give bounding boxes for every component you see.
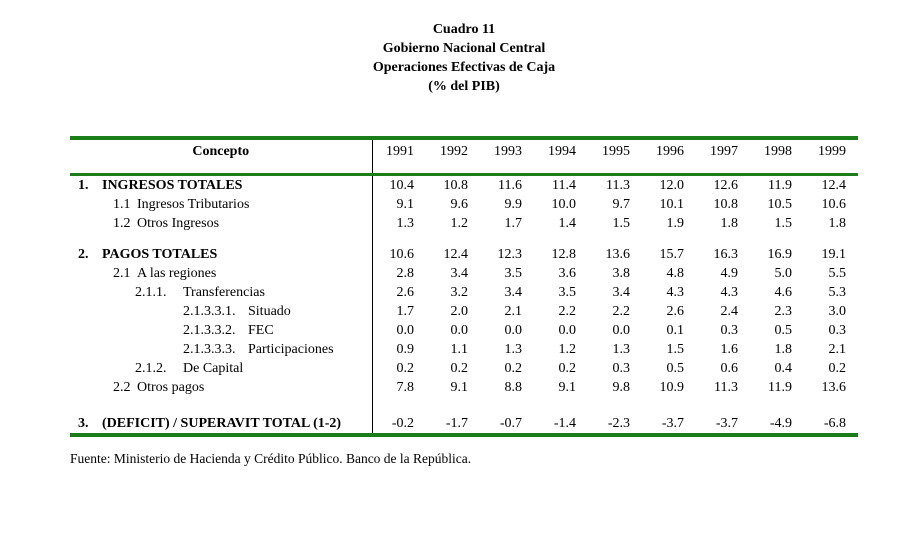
concept-cell — [70, 264, 372, 283]
value-cell: 12.4 — [443, 246, 468, 262]
value-cell: -3.7 — [715, 415, 738, 431]
row-number: 2. — [78, 246, 89, 262]
value-cell: 1.8 — [720, 215, 738, 231]
row-label: Ingresos Tributarios — [137, 196, 250, 212]
value-cell: 1.8 — [828, 215, 846, 231]
value-cell: 0.2 — [450, 360, 468, 376]
year-header-cell: 1999 — [804, 138, 858, 174]
value-cell: 0.1 — [666, 322, 684, 338]
value-cell: 19.1 — [821, 246, 846, 262]
value-cell: 0.2 — [372, 359, 426, 378]
spacer-cell — [372, 397, 426, 414]
value-cell: 1.7 — [504, 215, 522, 231]
value-cell: 0.9 — [372, 340, 426, 359]
value-cell: 13.6 — [821, 379, 846, 395]
value-cell: 2.4 — [720, 303, 738, 319]
spacer-cell — [588, 233, 642, 245]
row-number: 2.1.3.3.2. — [183, 322, 236, 338]
year-header-cell: 1998 — [750, 138, 804, 174]
year-header-cell: 1996 — [642, 138, 696, 174]
value-cell: 8.8 — [504, 379, 522, 395]
value-cell: 0.6 — [720, 360, 738, 376]
value-cell: 4.6 — [774, 284, 792, 300]
value-cell: 1.2 — [450, 215, 468, 231]
row-number: 2.1.3.3.1. — [183, 303, 236, 319]
value-cell: 1.2 — [558, 341, 576, 357]
table-row — [70, 214, 858, 233]
row-label: A las regiones — [137, 265, 217, 281]
row-number: 1.2 — [113, 215, 131, 231]
row-label: FEC — [248, 322, 274, 338]
value-cell: 2.8 — [372, 264, 426, 283]
spacer-cell — [750, 233, 804, 245]
spacer-cell — [534, 397, 588, 414]
value-cell: 3.4 — [612, 284, 630, 300]
value-cell: 1.5 — [774, 215, 792, 231]
row-label: INGRESOS TOTALES — [102, 177, 243, 193]
header-row — [70, 138, 858, 174]
value-cell: 1.3 — [372, 214, 426, 233]
value-cell: 0.5 — [774, 322, 792, 338]
value-cell: 10.6 — [372, 245, 426, 264]
value-cell: 16.9 — [767, 246, 792, 262]
value-cell: 5.5 — [828, 265, 846, 281]
value-cell: 9.9 — [504, 196, 522, 212]
row-number: 2.2 — [113, 379, 131, 395]
table-row — [70, 359, 858, 378]
value-cell: 10.1 — [659, 196, 684, 212]
year-header-cell: 1993 — [480, 138, 534, 174]
year-header-cell: 1994 — [534, 138, 588, 174]
value-cell: 3.6 — [558, 265, 576, 281]
value-cell: -1.7 — [445, 415, 468, 431]
spacer-cell — [588, 397, 642, 414]
value-cell: 2.6 — [372, 283, 426, 302]
value-cell: 10.0 — [551, 196, 576, 212]
year-header-cell: 1992 — [426, 138, 480, 174]
value-cell: 11.3 — [714, 379, 738, 395]
value-cell: 1.9 — [666, 215, 684, 231]
value-cell: 0.2 — [504, 360, 522, 376]
value-cell: 10.6 — [821, 196, 846, 212]
row-label: Participaciones — [248, 341, 334, 357]
value-cell: 9.1 — [372, 195, 426, 214]
row-label: (DEFICIT) / SUPERAVIT TOTAL (1-2) — [102, 415, 342, 431]
value-cell: 2.3 — [774, 303, 792, 319]
value-cell: 10.5 — [767, 196, 792, 212]
value-cell: 5.0 — [774, 265, 792, 281]
value-cell: 0.0 — [558, 322, 576, 338]
value-cell: -0.2 — [372, 414, 426, 435]
value-cell: 1.4 — [558, 215, 576, 231]
value-cell: 2.6 — [666, 303, 684, 319]
row-number: 2.1 — [113, 265, 131, 281]
concept-cell — [70, 195, 372, 214]
value-cell: 0.0 — [450, 322, 468, 338]
value-cell: 4.3 — [720, 284, 738, 300]
spacer-cell — [696, 233, 750, 245]
title-operations: Operaciones Efectivas de Caja — [372, 60, 556, 75]
title-cuadro-number: Cuadro 11 — [432, 22, 496, 37]
row-label: Transferencias — [183, 284, 265, 300]
value-cell: 0.3 — [612, 360, 630, 376]
value-cell: 2.2 — [612, 303, 630, 319]
value-cell: 3.2 — [450, 284, 468, 300]
table-row — [70, 283, 858, 302]
row-number: 2.1.3.3.3. — [183, 341, 236, 357]
value-cell: -4.9 — [769, 415, 792, 431]
document-page — [0, 20, 911, 533]
spacer-row — [70, 233, 858, 245]
value-cell: 1.6 — [720, 341, 738, 357]
value-cell: -3.7 — [661, 415, 684, 431]
value-cell: 16.3 — [713, 246, 738, 262]
value-cell: 1.5 — [612, 215, 630, 231]
value-cell: 3.5 — [504, 265, 522, 281]
concept-cell — [70, 340, 372, 359]
row-label: Situado — [248, 303, 291, 319]
value-cell: 0.3 — [720, 322, 738, 338]
value-cell: 12.3 — [497, 246, 522, 262]
spacer-cell — [480, 397, 534, 414]
value-cell: 10.8 — [443, 177, 468, 193]
value-cell: 9.7 — [612, 196, 630, 212]
concept-cell — [70, 321, 372, 340]
table-row — [70, 302, 858, 321]
row-number: 2.1.2. — [135, 360, 167, 376]
value-cell: 11.6 — [498, 177, 522, 193]
value-cell: 1.3 — [612, 341, 630, 357]
value-cell: 0.2 — [828, 360, 846, 376]
concept-cell — [70, 245, 372, 264]
row-label: Otros pagos — [137, 379, 205, 395]
value-cell: 1.8 — [774, 341, 792, 357]
value-cell: 9.1 — [450, 379, 468, 395]
concept-cell — [70, 214, 372, 233]
spacer-cell — [480, 233, 534, 245]
row-number: 1. — [78, 177, 89, 193]
concept-cell — [70, 283, 372, 302]
value-cell: 12.8 — [551, 246, 576, 262]
value-cell: 3.4 — [450, 265, 468, 281]
table-row — [70, 378, 858, 397]
value-cell: 2.1 — [828, 341, 846, 357]
value-cell: 3.5 — [558, 284, 576, 300]
value-cell: 7.8 — [372, 378, 426, 397]
year-header-cell: 1995 — [588, 138, 642, 174]
value-cell: 12.0 — [659, 177, 684, 193]
concept-cell — [70, 378, 372, 397]
value-cell: 0.2 — [558, 360, 576, 376]
value-cell: 5.3 — [828, 284, 846, 300]
value-cell: 13.6 — [605, 246, 630, 262]
table-row — [70, 321, 858, 340]
table-row — [70, 195, 858, 214]
spacer-row — [70, 397, 858, 414]
value-cell: 0.0 — [612, 322, 630, 338]
value-cell: 2.2 — [558, 303, 576, 319]
source-note: Fuente: Ministerio de Hacienda y Crédito Público. Banco de la República. — [70, 450, 472, 466]
table-row — [70, 340, 858, 359]
table-row — [70, 414, 858, 435]
spacer-cell — [70, 233, 372, 245]
row-label: De Capital — [183, 360, 244, 376]
concept-cell — [70, 359, 372, 378]
spacer-cell — [696, 397, 750, 414]
value-cell: 12.4 — [821, 177, 846, 193]
concept-cell — [70, 174, 372, 195]
value-cell: 4.8 — [666, 265, 684, 281]
value-cell: 4.3 — [666, 284, 684, 300]
year-header-cell: 1997 — [696, 138, 750, 174]
value-cell: 0.0 — [504, 322, 522, 338]
value-cell: -0.7 — [499, 415, 522, 431]
value-cell: 3.8 — [612, 265, 630, 281]
value-cell: 11.4 — [552, 177, 576, 193]
value-cell: -1.4 — [553, 415, 576, 431]
row-label: PAGOS TOTALES — [102, 246, 218, 262]
spacer-cell — [426, 233, 480, 245]
spacer-cell — [642, 233, 696, 245]
value-cell: 4.9 — [720, 265, 738, 281]
spacer-cell — [534, 233, 588, 245]
value-cell: 10.4 — [372, 174, 426, 195]
concept-cell — [70, 414, 372, 435]
spacer-cell — [642, 397, 696, 414]
value-cell: 0.4 — [774, 360, 792, 376]
value-cell: 12.6 — [713, 177, 738, 193]
value-cell: 2.1 — [504, 303, 522, 319]
value-cell: -6.8 — [823, 415, 846, 431]
value-cell: 1.7 — [372, 302, 426, 321]
spacer-cell — [804, 233, 858, 245]
value-cell: 1.5 — [666, 341, 684, 357]
value-cell: 9.8 — [612, 379, 630, 395]
row-label: Otros Ingresos — [137, 215, 220, 231]
spacer-cell — [804, 397, 858, 414]
spacer-cell — [750, 397, 804, 414]
value-cell: 1.3 — [504, 341, 522, 357]
value-cell: 9.1 — [558, 379, 576, 395]
value-cell: 0.3 — [828, 322, 846, 338]
year-header-cell: 1991 — [372, 138, 426, 174]
value-cell: 15.7 — [659, 246, 684, 262]
value-cell: 1.1 — [450, 341, 468, 357]
value-cell: 3.4 — [504, 284, 522, 300]
table-header — [70, 138, 858, 174]
value-cell: 11.9 — [768, 177, 792, 193]
value-cell: 10.9 — [659, 379, 684, 395]
concept-column-header: Concepto — [70, 138, 372, 174]
spacer-cell — [70, 397, 372, 414]
concept-cell — [70, 302, 372, 321]
value-cell: 0.0 — [372, 321, 426, 340]
table-row — [70, 264, 858, 283]
spacer-cell — [372, 233, 426, 245]
value-cell: 2.0 — [450, 303, 468, 319]
value-cell: 11.9 — [768, 379, 792, 395]
fiscal-operations-table — [70, 136, 858, 437]
value-cell: 10.8 — [713, 196, 738, 212]
value-cell: 3.0 — [828, 303, 846, 319]
spacer-cell — [426, 397, 480, 414]
table-title-block — [70, 20, 858, 96]
value-cell: 11.3 — [606, 177, 630, 193]
row-number: 1.1 — [113, 196, 131, 212]
value-cell: 9.6 — [450, 196, 468, 212]
value-cell: 0.5 — [666, 360, 684, 376]
row-number: 2.1.1. — [135, 284, 167, 300]
title-entity: Gobierno Nacional Central — [382, 41, 546, 56]
title-units: (% del PIB) — [428, 79, 500, 94]
table-row — [70, 245, 858, 264]
table-body — [70, 174, 858, 435]
value-cell: -2.3 — [607, 415, 630, 431]
row-number: 3. — [78, 415, 89, 431]
table-row — [70, 174, 858, 195]
